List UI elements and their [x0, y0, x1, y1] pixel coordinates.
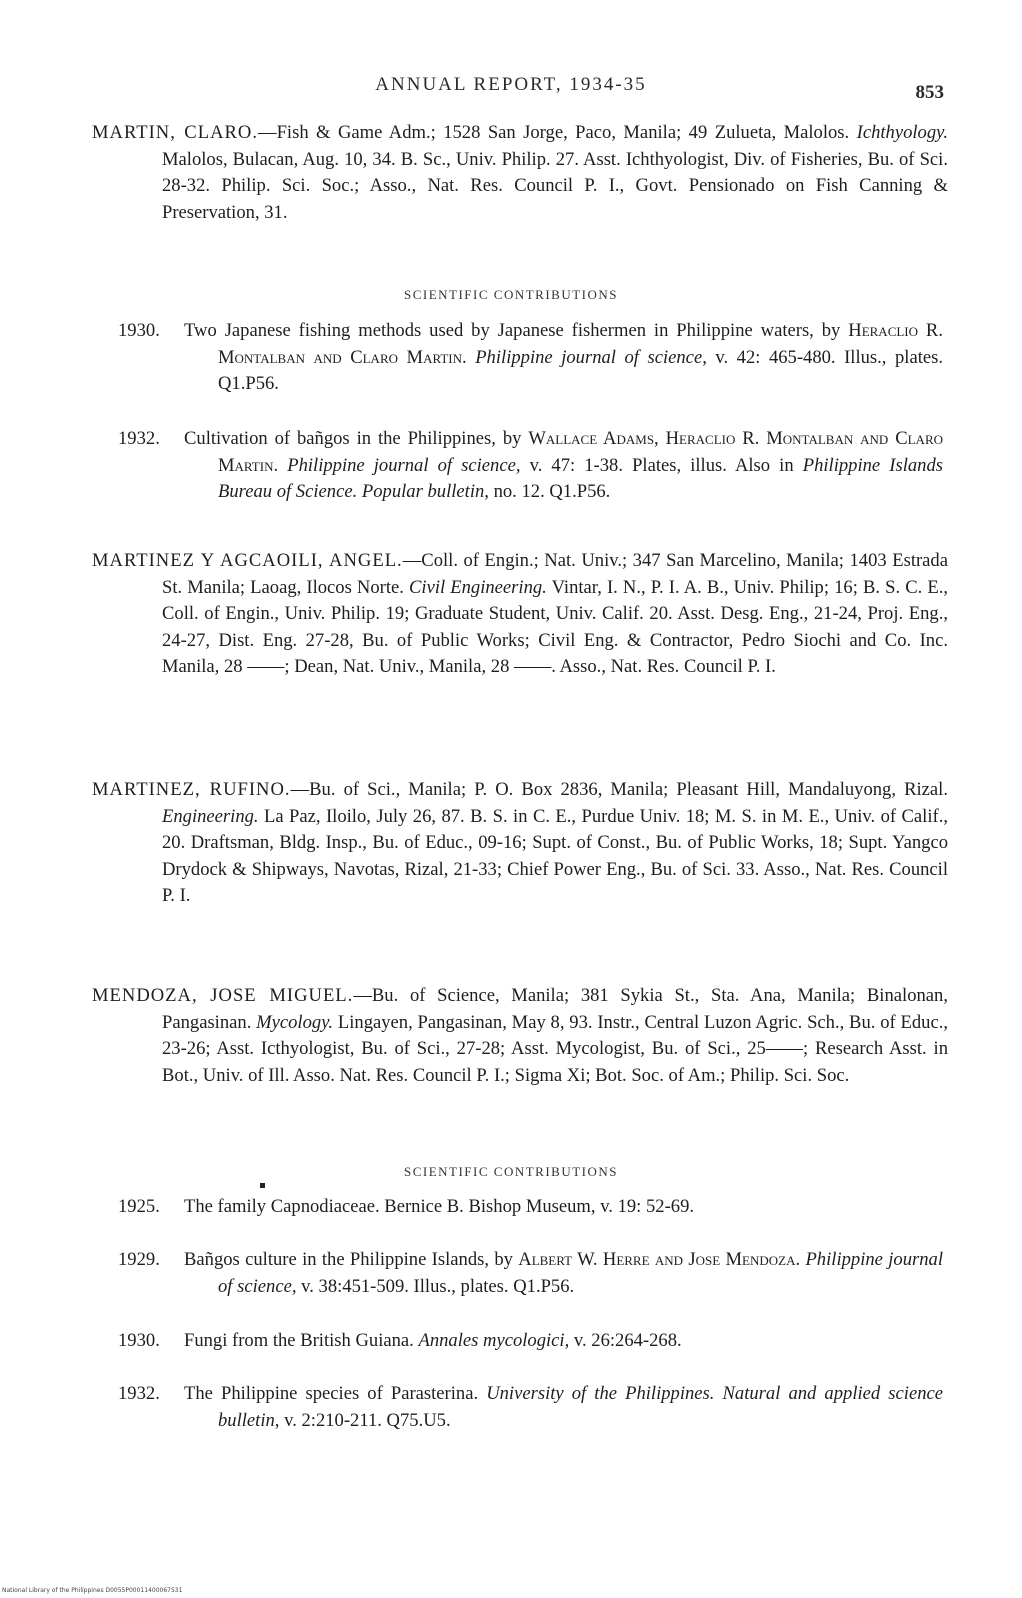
contribution-journal: Philippine journal of science,	[475, 346, 707, 368]
page-number: 853	[915, 82, 944, 103]
biography-entry	[92, 777, 948, 910]
biography-entry	[92, 120, 948, 226]
contribution-journal: Philippine Islands Bureau of Science. Popular bulletin,	[218, 454, 943, 502]
section-heading: SCIENTIFIC CONTRIBUTIONS	[403, 287, 619, 302]
running-title: ANNUAL REPORT, 1934-35	[375, 74, 647, 95]
contribution-year: 1929.	[118, 1249, 160, 1270]
contribution-item	[118, 1381, 943, 1434]
entry-details: —Bu. of Sci., Manila; P. O. Box 2836, Manila; Pleasant Hill, Mandaluyong, Rizal.	[290, 779, 948, 800]
entry-details: —Fish & Game Adm.; 1528 San Jorge, Paco, Manila; 49 Zulueta, Malolos.	[257, 122, 857, 143]
contribution-title: Two Japanese fishing methods used by Japanese fishermen in Philippine waters, by	[184, 320, 849, 341]
contribution-citation: v. 26:264-268.	[569, 1330, 682, 1351]
entry-field: Ichthyology.	[856, 122, 949, 143]
contribution-item	[118, 426, 943, 506]
contribution-citation: v. 42: 465-480. Illus., plates. Q1.P56.	[218, 346, 943, 394]
contribution-journal: University of the Philippines. Natural and applied science bulletin,	[218, 1383, 943, 1431]
bullet-mark	[260, 1183, 265, 1188]
contribution-year: 1930.	[118, 1330, 160, 1351]
contribution-title: Cultivation of bañgos in the Philippines, by	[184, 428, 529, 449]
contribution-authors: Albert W. Herre and Jose Mendoza.	[518, 1249, 801, 1270]
entry-details: —Coll. of Engin.; Nat. Univ.; 347 San Marcelino, Manila; 1403 Estrada St. Manila; Laoag, Ilocos Norte.	[162, 550, 948, 598]
contribution-citation: v. 38:451-509. Illus., plates. Q1.P56.	[296, 1275, 575, 1297]
contribution-journal: Philippine journal of science,	[218, 1249, 943, 1297]
entry-field: Civil Engineering.	[409, 576, 547, 598]
contribution-year: 1932.	[118, 1383, 160, 1404]
contribution-year: 1930.	[118, 320, 160, 341]
contribution-authors: Heraclio R. Montalban and Claro Martin.	[218, 320, 943, 368]
entry-name: MARTIN, CLARO.	[92, 122, 258, 143]
entry-name: MARTINEZ, RUFINO.	[92, 779, 291, 800]
contribution-citation: no. 12. Q1.P56.	[488, 481, 611, 502]
footer-note: National Library of the Philippines D0055P00011400067531	[2, 1587, 183, 1594]
biography-entry	[92, 983, 948, 1089]
entry-name: MARTINEZ Y AGCAOILI, ANGEL.	[92, 550, 403, 571]
contribution-journal: Philippine journal of science,	[287, 454, 521, 476]
entry-field: Mycology.	[256, 1011, 334, 1033]
contribution-item	[118, 1194, 943, 1221]
contribution-title: Fungi from the British Guiana.	[184, 1330, 419, 1351]
entry-field: Engineering.	[162, 805, 259, 827]
entry-name: MENDOZA, JOSE MIGUEL.	[92, 985, 354, 1006]
contribution-citation: v. 2:210-211. Q75.U5.	[279, 1409, 451, 1431]
contribution-title: Bañgos culture in the Philippine Islands, by	[184, 1249, 519, 1270]
contribution-year: 1925.	[118, 1196, 160, 1217]
contribution-item	[118, 1328, 943, 1355]
entry-details: La Paz, Iloilo, July 26, 87. B. S. in C. E., Purdue Univ. 18; M. S. in M. E., Univ. of Calif., 20. Draftsman, Bldg. Insp., Bu. of Educ., 09-16; Supt. of Const., Bu. of Public Works, 18; Supt. Yangco Drydock & Shipways, Navotas, Rizal, 21-33; Chief Power Eng., Bu. of Sci. 33. Asso., Nat. Res. Council P. I.	[162, 805, 948, 906]
entry-details: Malolos, Bulacan, Aug. 10, 34. B. Sc., Univ. Philip. 27. Asst. Ichthyologist, Div. of Fisheries, Bu. of Sci. 28-32. Philip. Sci. Soc.; Asso., Nat. Res. Council P. I., Govt. Pensionado on Fish Canning & Preservation, 31.	[162, 148, 948, 223]
contribution-item	[118, 318, 943, 398]
section-heading: SCIENTIFIC CONTRIBUTIONS	[403, 1164, 619, 1179]
biography-entry	[92, 548, 948, 681]
entry-details: Vintar, I. N., P. I. A. B., Univ. Philip; 16; B. S. C. E., Coll. of Engin., Univ. Philip. 19; Graduate Student, Univ. Calif. 20. Asst. Desg. Eng., 21-24, Proj. Eng., 24-27, Dist. Eng. 27-28, Bu. of Public Works; Civil Eng. & Contractor, Pedro Siochi and Co. Inc. Manila, 28 ——; Dean, Nat. Univ., Manila, 28 ——. Asso., Nat. Res. Council P. I.	[162, 576, 948, 677]
contribution-title: The family Capnodiaceae. Bernice B. Bishop Museum, v. 19: 52-69.	[184, 1196, 695, 1217]
entry-details: —Bu. of Science, Manila; 381 Sykia St., Sta. Ana, Manila; Binalonan, Pangasinan.	[162, 985, 948, 1033]
entry-details: Lingayen, Pangasinan, May 8, 93. Instr., Central Luzon Agric. Sch., Bu. of Educ., 23-26; Asst. Icthyologist, Bu. of Sci., 27-28; Asst. Mycologist, Bu. of Sci., 25——; Research Asst. in Bot., Univ. of Ill. Asso. Nat. Res. Council P. I.; Sigma Xi; Bot. Soc. of Am.; Philip. Sci. Soc.	[162, 1011, 948, 1086]
contribution-title: The Philippine species of Parasterina.	[184, 1383, 487, 1404]
contribution-item	[118, 1247, 943, 1300]
contribution-year: 1932.	[118, 428, 160, 449]
contribution-citation: v. 47: 1-38. Plates, illus. Also in	[520, 454, 803, 476]
contribution-authors: Wallace Adams, Heraclio R. Montalban and Claro Martin.	[218, 428, 944, 476]
contribution-journal: Annales mycologici,	[418, 1330, 570, 1351]
